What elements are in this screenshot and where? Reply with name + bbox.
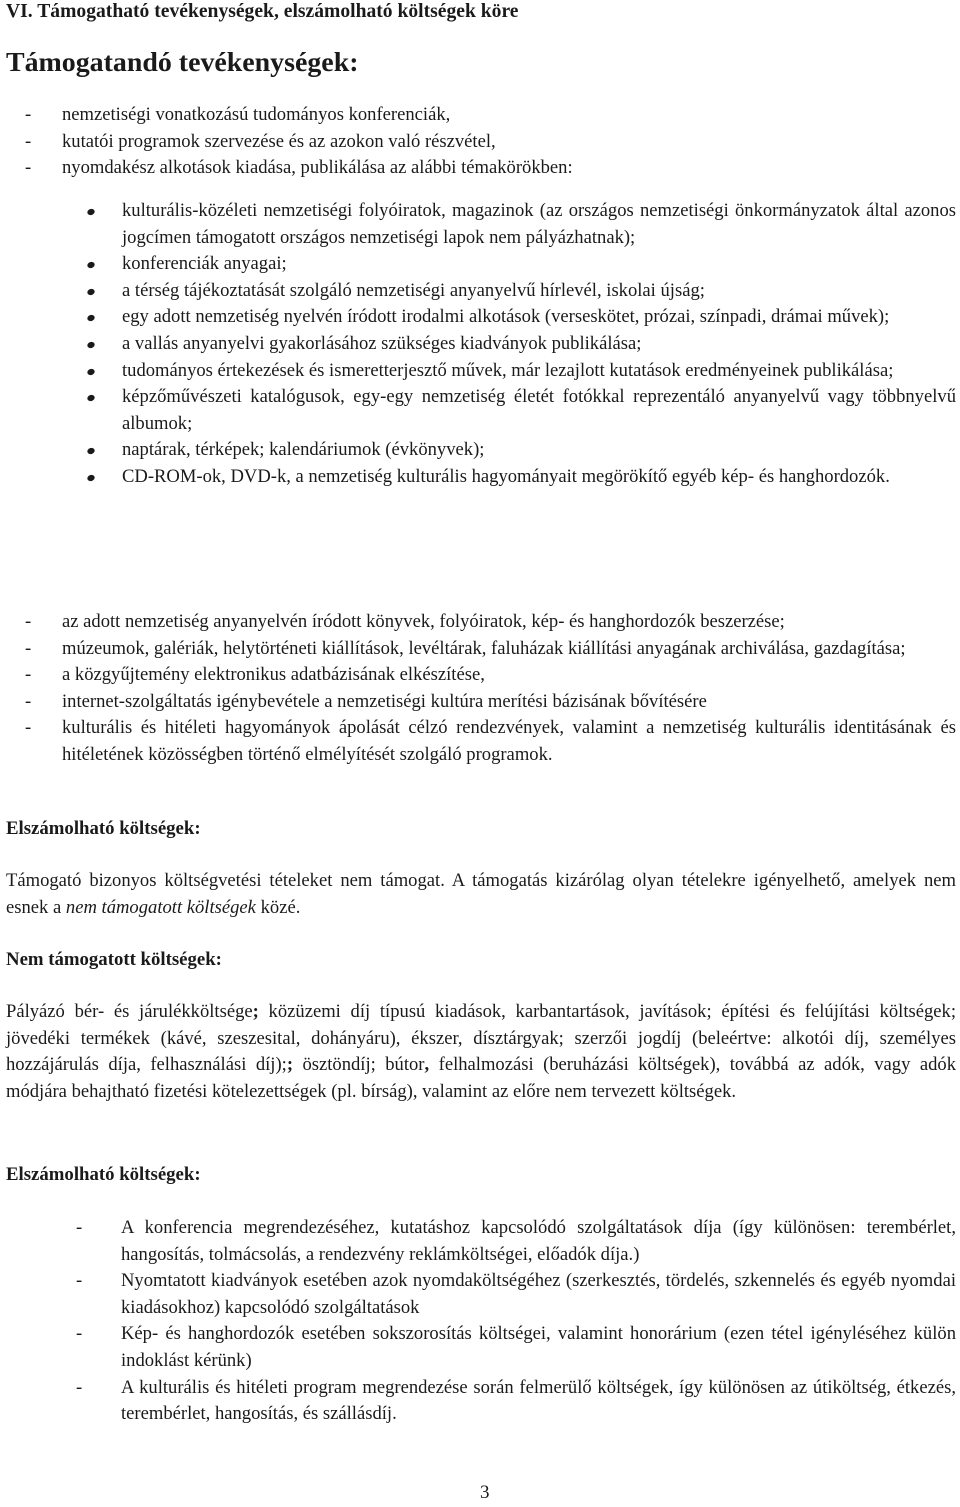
list-item	[6, 715, 956, 768]
bullet-icon	[86, 261, 95, 269]
dash-mark: -	[76, 1270, 83, 1292]
list-item	[6, 662, 956, 689]
list-item	[62, 1215, 956, 1268]
list-item-text: internet-szolgáltatás igénybevétele a nemzetiségi kultúra merítési bázisának bővítésére	[62, 690, 707, 712]
bullet-icon	[86, 367, 95, 375]
list-item	[62, 1375, 956, 1428]
list-item-text: Kép- és hanghordozók esetében sokszorosítás költségei, valamint honorárium (ezen tétel igényléséhez külön indoklást kérünk)	[121, 1323, 956, 1371]
list-item-text: a közgyűjtemény elektronikus adatbázisának elkészítése,	[62, 664, 485, 686]
bullet-item	[84, 278, 956, 305]
bullet-item-text: egy adott nemzetiség nyelvén íródott irodalmi alkotások (verseskötet, prózai, színpadi, drámai művek);	[122, 306, 890, 328]
separator: ;	[252, 1001, 259, 1022]
support-text: Támogató bizonyos költségvetési tételeket nem támogat. A támogatás kizárólag olyan tételekre igényelhető, amelyek nem esnek a	[6, 870, 956, 918]
eligible-costs-heading-2: Elszámolható költségek:	[6, 1164, 201, 1185]
bullet-item-text: a térség tájékoztatását szolgáló nemzetiségi anyanyelvű hírlevél, iskolai újság;	[122, 279, 705, 301]
bullet-icon	[86, 341, 95, 349]
list-item	[6, 636, 956, 663]
not-supported-paragraph	[6, 999, 956, 1105]
dash-mark: -	[25, 690, 32, 712]
page-number: 3	[480, 1482, 490, 1503]
list-item-text: A kulturális és hitéleti program megrendezése során felmerülő költségek, így különösen az útiköltség, étkezés, terembérlet, hangosítás, és szállásdíj.	[121, 1376, 956, 1425]
eligible-costs-list	[62, 1215, 956, 1428]
bullet-icon	[86, 314, 95, 322]
dash-mark: -	[25, 130, 32, 152]
list-item-text: múzeumok, galériák, helytörténeti kiállítások, levéltárak, faluházak kiállítási anyagának archiválása, gazdagítása;	[62, 637, 906, 659]
bullet-item	[84, 464, 956, 491]
bullet-item-text: tudományos értekezések és ismeretterjesztő művek, már lezajlott kutatások eredményeinek publikálása;	[122, 359, 894, 381]
list-item	[6, 155, 956, 182]
bullet-item	[84, 437, 956, 464]
bullet-item	[84, 198, 956, 251]
support-text-end: közé.	[260, 896, 301, 918]
bullet-item-text: konferenciák anyagai;	[122, 253, 287, 275]
dash-mark: -	[25, 611, 32, 632]
bullet-item	[84, 304, 956, 331]
bullet-icon	[86, 447, 95, 455]
list-item-text: Nyomtatott kiadványok esetében azok nyomdaköltségéhez (szerkesztés, tördelés, szkennelés és egyéb nyomdai kiadásokhoz) kapcsolódó szolgáltatások	[121, 1270, 956, 1318]
list-item	[6, 129, 956, 156]
dash-mark: -	[25, 664, 32, 686]
bullet-item-text: naptárak, térképek; kalendáriumok (évkönyvek);	[122, 439, 485, 461]
list-item	[6, 609, 956, 636]
list-item-text: nemzetiségi vonatkozású tudományos konferenciák,	[62, 104, 451, 125]
section-heading: VI. Támogatható tevékenységek, elszámolható költségek köre	[6, 1, 519, 22]
bullet-item	[84, 251, 956, 278]
not-supported-heading: Nem támogatott költségek:	[6, 949, 222, 970]
dash-mark: -	[25, 157, 32, 179]
bullet-item-text: a vallás anyanyelvi gyakorlásához szükséges kiadványok publikálása;	[122, 332, 642, 354]
list-item	[6, 102, 956, 129]
bullet-item	[84, 358, 956, 385]
list-item-text: kutatói programok szervezése és az azokon való részvétel,	[62, 130, 496, 152]
bullet-item	[84, 384, 956, 437]
separator: ;	[286, 1054, 294, 1076]
separator: ,	[424, 1054, 430, 1076]
support-paragraph	[6, 868, 956, 921]
list-item-text: A konferencia megrendezéséhez, kutatáshoz kapcsolódó szolgáltatások díja (így különösen: terembérlet, hangosítás, tolmácsolás, a rendezvény reklámköltségei, előadók díja.)	[121, 1217, 956, 1265]
list-item-text: nyomdakész alkotások kiadása, publikálása az alábbi témakörökben:	[62, 157, 573, 179]
bullet-icon	[86, 394, 95, 402]
not-supported-text: ösztöndíj; bútor	[293, 1054, 425, 1076]
list-item	[62, 1321, 956, 1374]
bullet-icon	[86, 208, 95, 216]
list-item	[6, 689, 956, 716]
bullet-item	[84, 331, 956, 358]
dash-mark: -	[25, 104, 32, 125]
eligible-costs-heading: Elszámolható költségek:	[6, 818, 201, 839]
not-supported-text: felhalmozási (beruházási költségek), továbbá az adók, vagy adók módjára behajtható fizetési kötelezettségek (pl. bírság), valamint az előre nem tervezett költségek.	[6, 1054, 956, 1102]
dash-mark: -	[25, 637, 32, 659]
support-text-italic: nem támogatott költségek	[65, 896, 256, 918]
bullet-icon	[86, 474, 95, 482]
list-item-text: kulturális és hitéleti hagyományok ápolását célzó rendezvények, valamint a nemzetiség kulturális identitásának és hitéletének közösségben történő elmélyítését szolgáló programok.	[62, 717, 956, 765]
bullet-icon	[86, 288, 95, 296]
list-item	[62, 1268, 956, 1321]
activities-list-continued	[6, 609, 956, 769]
activities-heading: Támogatandó tevékenységek:	[6, 47, 359, 78]
dash-mark: -	[25, 717, 32, 739]
bullet-item-text: képzőművészeti katalógusok, egy-egy nemzetiség életét fotókkal reprezentáló anyanyelvű vagy többnyelvű albumok;	[122, 386, 956, 434]
dash-mark: -	[76, 1217, 83, 1238]
dash-mark: -	[76, 1376, 83, 1398]
bullet-item-text: CD-ROM-ok, DVD-k, a nemzetiség kulturális hagyományait megörökítő egyéb kép- és hanghordozók.	[122, 465, 890, 487]
not-supported-text: közüzemi díj típusú kiadások, karbantartások, javítások; építési és felújítási költségek; jövedéki termékek (kávé, szeszesital, dohányáru), ékszer, dísztárgyak; szerzői jogdíj (beleértve: alkotói díj, személyes hozzájárulás díja, felhasználási díj);	[6, 1001, 956, 1076]
list-item-text: az adott nemzetiség anyanyelvén íródott könyvek, folyóiratok, kép- és hanghordozók beszerzése;	[62, 611, 785, 632]
dash-mark: -	[76, 1323, 83, 1345]
not-supported-text: Pályázó bér- és járulékköltsége	[6, 1001, 253, 1022]
bullet-item-text: kulturális-közéleti nemzetiségi folyóiratok, magazinok (az országos nemzetiségi önkormányzatok által azonos jogcímen támogatott országos nemzetiségi lapok nem pályázhatnak);	[122, 200, 956, 248]
publication-topics-list	[84, 198, 956, 491]
activities-list	[6, 102, 956, 182]
